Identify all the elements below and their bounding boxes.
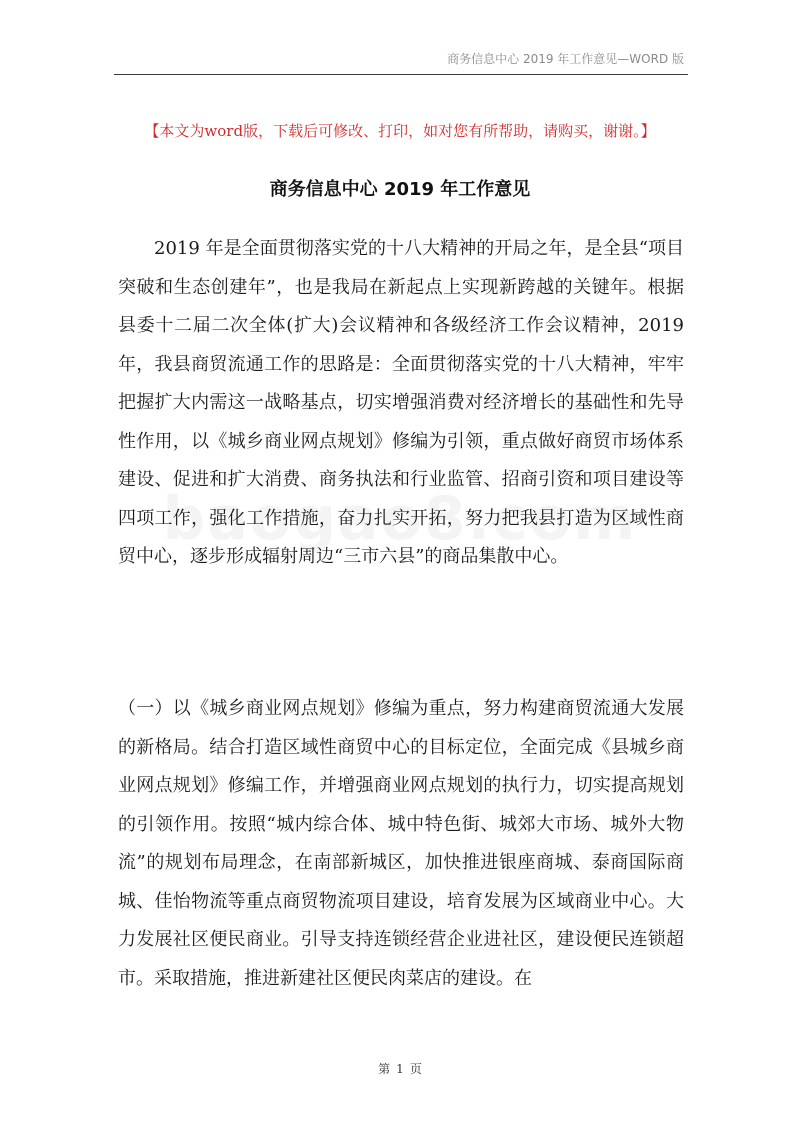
download-notice: 【本文为word版，下载后可修改、打印，如对您有所帮助，请购买，谢谢。】	[144, 122, 656, 140]
paragraph-intro: 2019 年是全面贯彻落实党的十八大精神的开局之年，是全县“项目突破和生态创建年”，也是我局在新起点上实现新跨越的关键年。根据县委十二届二次全体(扩大)会议精神和各级经济工作会议精神，2019 年，我县商贸流通工作的思路是：全面贯彻落实党的十八大精神，牢牢把握扩大内需这一战略基点，切实增强消费对经济增长的基础性和先导性作用，以《城乡商业网点规划》修编为引领，重点做好商贸市场体系建设、促进和扩大消费、商务执法和行业监管、招商引资和项目建设等四项工作，强化工作措施，奋力扎实开拓，努力把我县打造为区域性商贸中心，逐步形成辐射周边“三市六县”的商品集散中心。	[118, 238, 684, 567]
header-divider	[114, 74, 688, 75]
footer-suffix: 页	[409, 1062, 422, 1076]
page-number: 1	[396, 1062, 404, 1076]
footer-prefix: 第	[378, 1062, 391, 1076]
running-header: 商务信息中心 2019 年工作意见—WORD 版	[447, 52, 684, 66]
paragraph-section-1: （一）以《城乡商业网点规划》修编为重点，努力构建商贸流通大发展的新格局。结合打造区域性商贸中心的目标定位，全面完成《县城乡商业网点规划》修编工作，并增强商业网点规划的执行力，切实提高规划的引领作用。按照“城内综合体、城中特色街、城郊大市场、城外大物流”的规划布局理念，在南部新城区，加快推进银座商城、泰商国际商城、佳怡物流等重点商贸物流项目建设，培育发展为区域商业中心。大力发展社区便民商业。引导支持连锁经营企业进社区，建设便民连锁超市。采取措施，推进新建社区便民肉菜店的建设。在	[118, 698, 684, 989]
page-footer	[0, 1060, 800, 1077]
document-title: 商务信息中心 2019 年工作意见	[269, 179, 531, 200]
